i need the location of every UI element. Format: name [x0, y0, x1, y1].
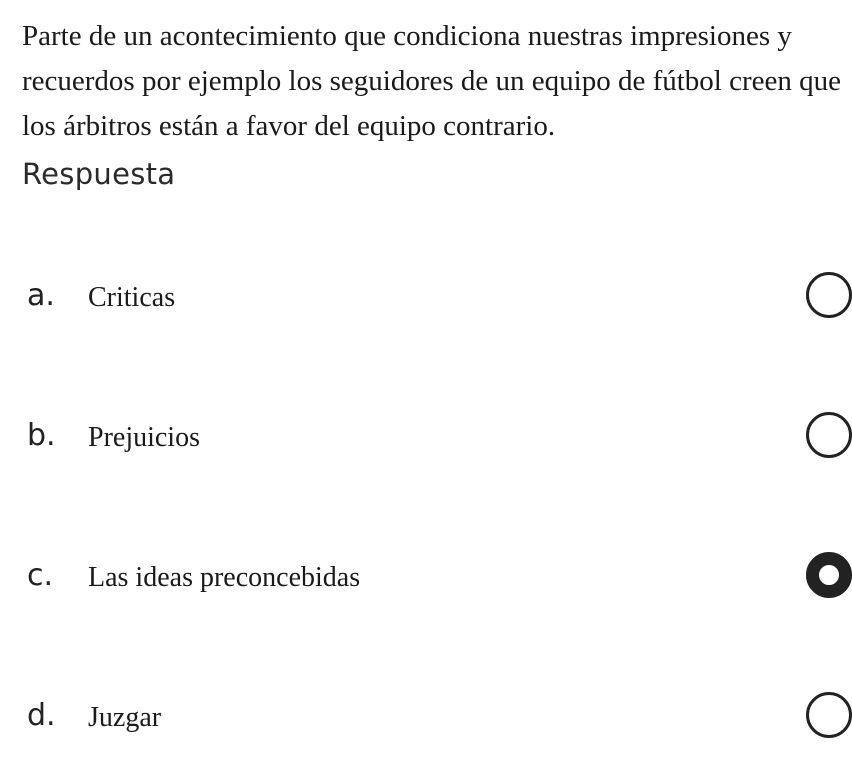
- option-a-label[interactable]: Criticas: [88, 282, 176, 313]
- option-c[interactable]: [0, 548, 852, 608]
- option-d-radio[interactable]: [806, 692, 852, 738]
- option-a[interactable]: [0, 268, 852, 328]
- option-a-radio[interactable]: [806, 272, 852, 318]
- option-c-label[interactable]: Las ideas preconcebidas: [88, 562, 361, 593]
- option-b-label[interactable]: Prejuicios: [88, 422, 200, 453]
- option-d[interactable]: [0, 688, 852, 748]
- option-a-letter: a.: [27, 278, 55, 313]
- option-b-letter: b.: [27, 418, 56, 453]
- option-d-label[interactable]: Juzgar: [88, 702, 162, 733]
- option-d-letter: d.: [27, 698, 56, 733]
- option-b-radio[interactable]: [806, 412, 852, 458]
- answer-heading: Respuesta: [22, 157, 176, 191]
- question-text: Parte de un acontecimiento que condiciona nuestras impresiones y recuerdos por ejemplo los seguidores de un equipo de fútbol creen que los árbitros están a favor del equipo contrario.: [22, 20, 841, 142]
- option-b[interactable]: [0, 408, 852, 468]
- option-c-letter: c.: [27, 558, 54, 593]
- option-c-radio[interactable]: [806, 552, 852, 598]
